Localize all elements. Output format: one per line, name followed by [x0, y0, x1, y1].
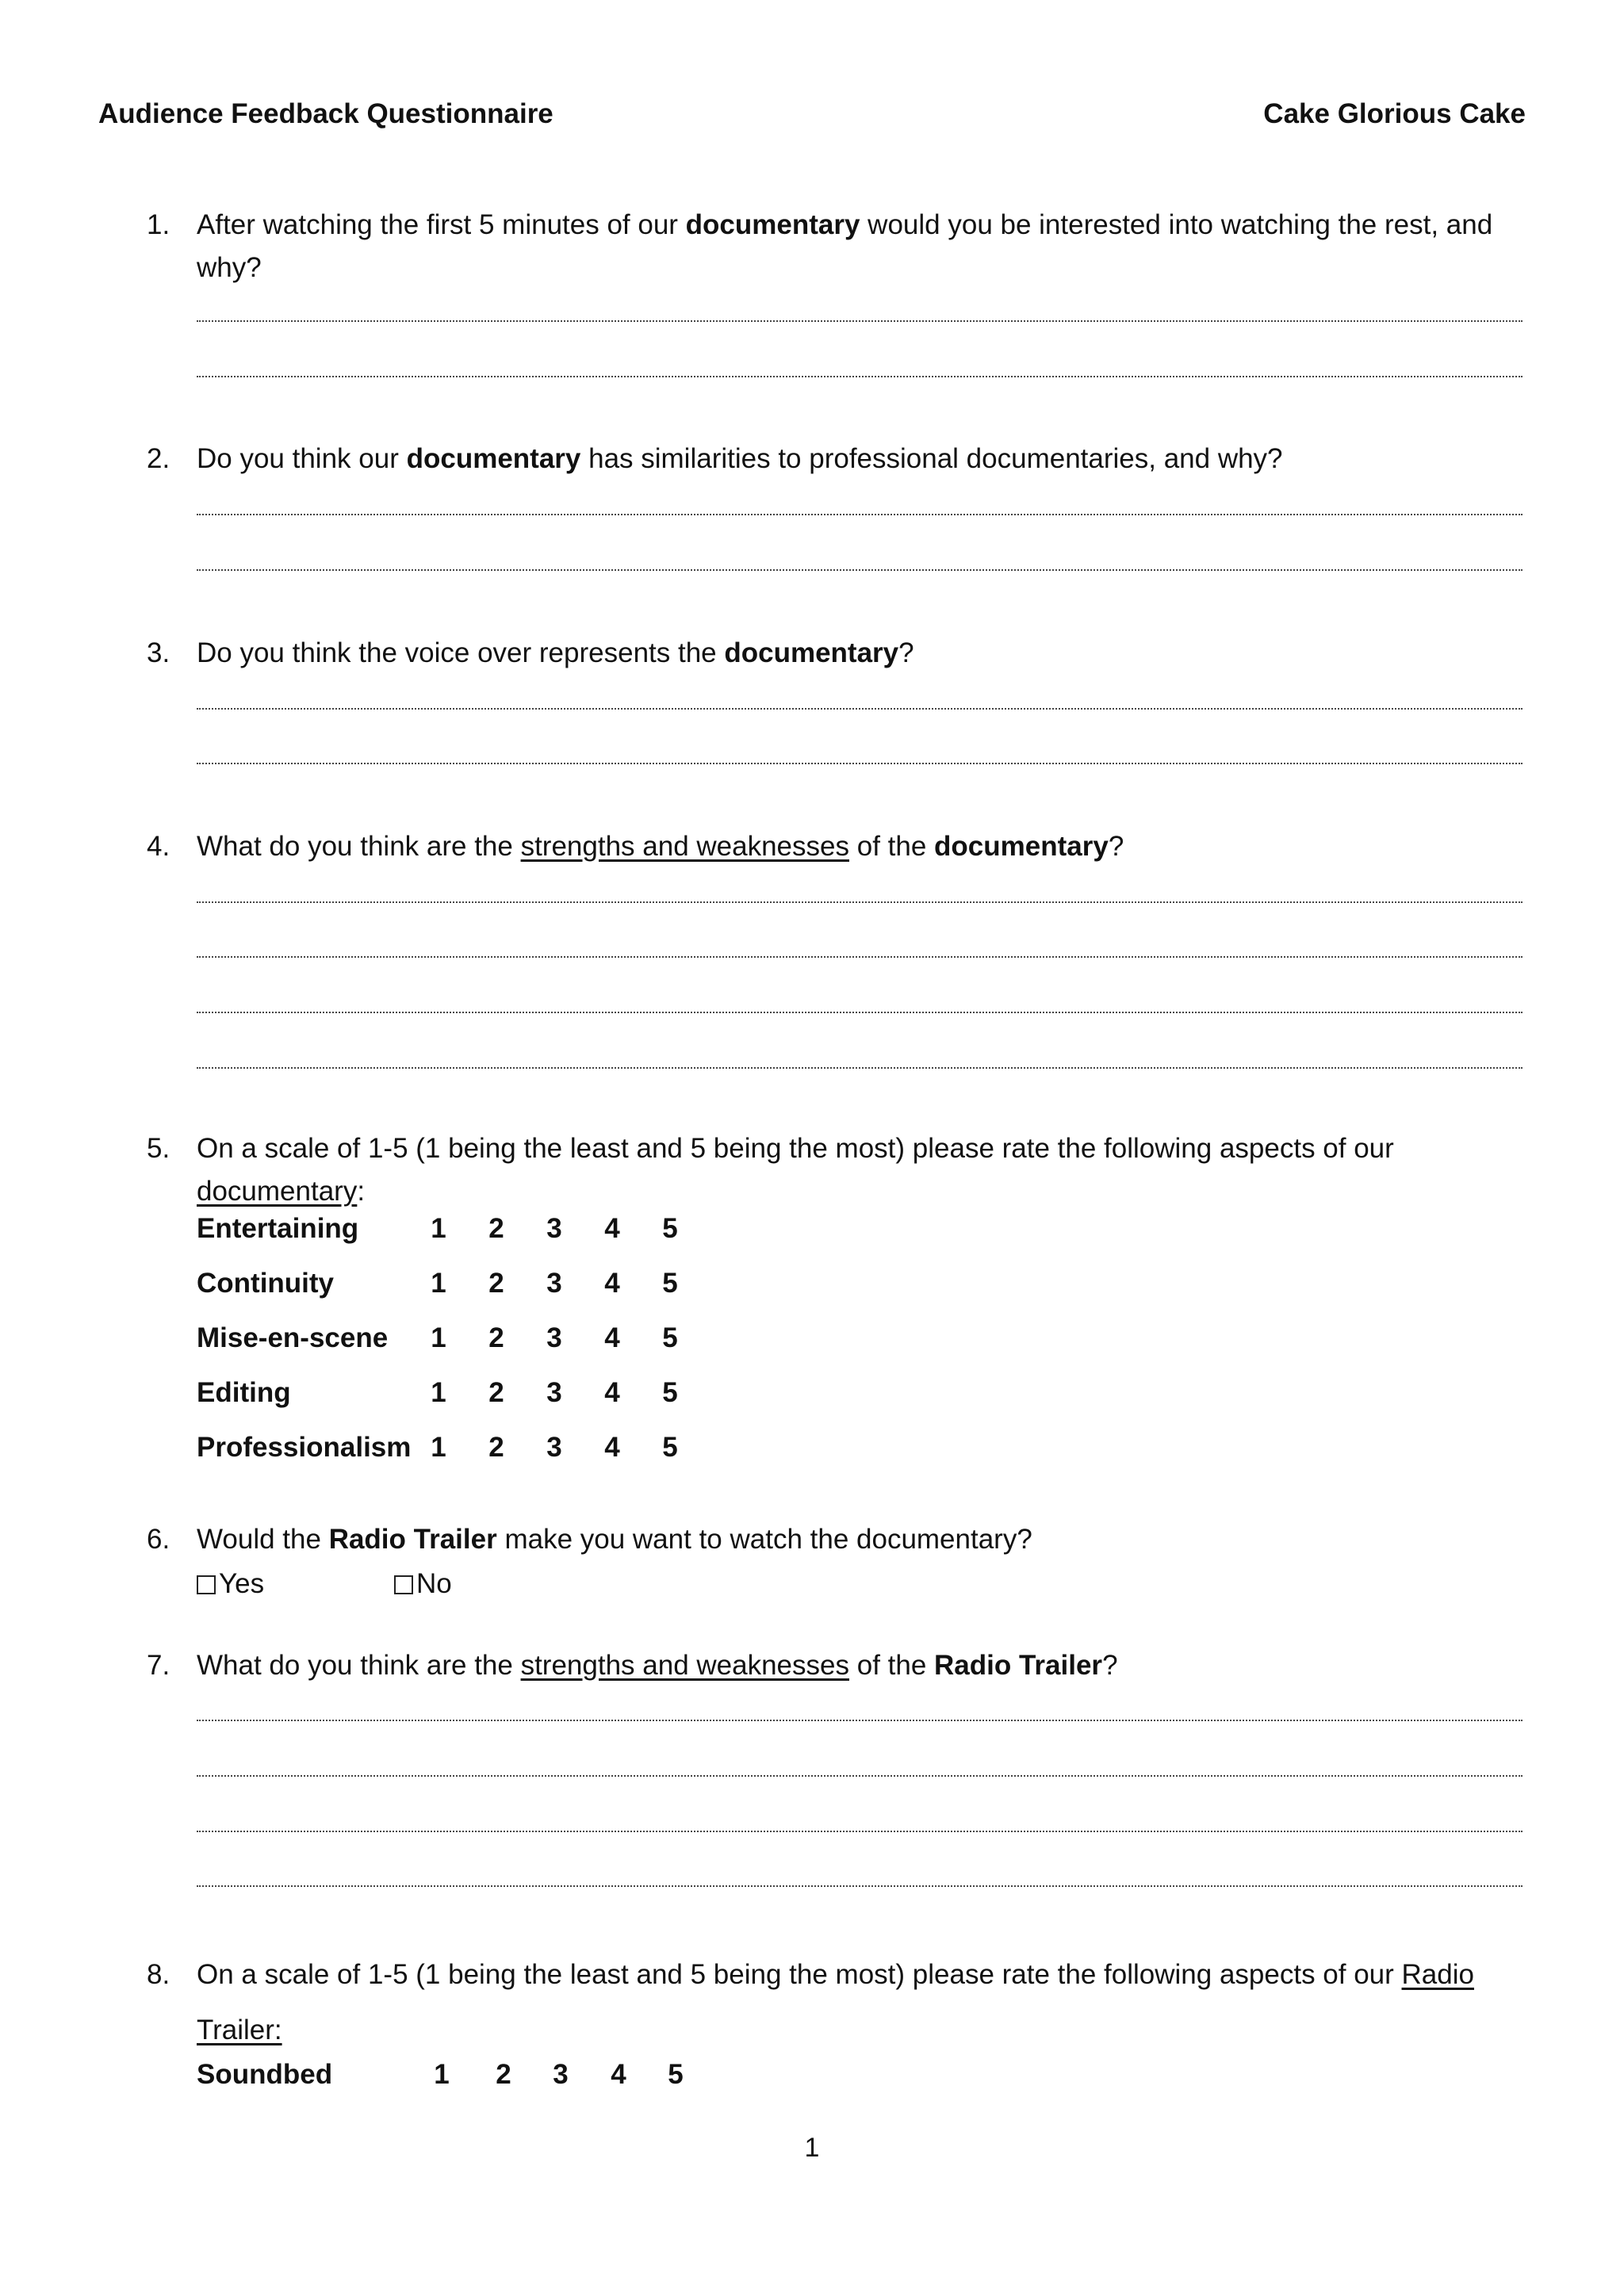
rating-row — [197, 1432, 752, 1471]
answer-line[interactable] — [197, 1012, 1522, 1013]
rating-row — [197, 1322, 752, 1362]
answer-line[interactable] — [197, 763, 1522, 764]
rating-label: Entertaining — [197, 1213, 359, 1244]
question-number: 7. — [147, 1650, 170, 1681]
rating-label: Professionalism — [197, 1432, 412, 1463]
question-text: Would the Radio Trailer make you want to watch the documentary? — [197, 1524, 1032, 1555]
rating-option-1[interactable]: 1 — [431, 1377, 446, 1408]
rating-option-1[interactable]: 1 — [431, 1322, 446, 1353]
rating-label: Editing — [197, 1377, 291, 1408]
rating-option-4[interactable]: 4 — [604, 1377, 620, 1408]
question-number: 4. — [147, 831, 170, 862]
no-option[interactable] — [394, 1568, 452, 1600]
rating-option-4[interactable]: 4 — [604, 1268, 620, 1299]
rating-row — [197, 1213, 752, 1253]
question-text: What do you think are the strengths and weaknesses of the Radio Trailer? — [197, 1650, 1118, 1681]
question-number: 8. — [147, 1959, 170, 1990]
answer-line[interactable] — [197, 901, 1522, 903]
question-number: 3. — [147, 637, 170, 668]
answer-line[interactable] — [197, 320, 1522, 322]
answer-line[interactable] — [197, 1885, 1522, 1887]
rating-option-5[interactable]: 5 — [668, 2059, 684, 2090]
yes-option[interactable] — [197, 1568, 264, 1600]
question-number: 1. — [147, 209, 170, 240]
answer-line[interactable] — [197, 1720, 1522, 1721]
answer-line[interactable] — [197, 708, 1522, 710]
rating-option-5[interactable]: 5 — [662, 1268, 678, 1299]
rating-option-4[interactable]: 4 — [604, 1432, 620, 1463]
answer-line[interactable] — [197, 1831, 1522, 1832]
rating-row — [197, 1268, 752, 1307]
answer-line[interactable] — [197, 514, 1522, 515]
rating-option-3[interactable]: 3 — [546, 1268, 562, 1299]
rating-option-2[interactable]: 2 — [488, 1432, 504, 1463]
rating-option-4[interactable]: 4 — [604, 1213, 620, 1244]
rating-label: Mise-en-scene — [197, 1322, 389, 1353]
document-title: Audience Feedback Questionnaire — [98, 98, 553, 129]
rating-label: Continuity — [197, 1268, 335, 1299]
rating-option-2[interactable]: 2 — [488, 1268, 504, 1299]
rating-option-3[interactable]: 3 — [546, 1322, 562, 1353]
question-text: After watching the first 5 minutes of our documentary would you be interested into watching the rest, and why? — [197, 209, 1493, 283]
rating-option-3[interactable]: 3 — [546, 1432, 562, 1463]
question-number: 6. — [147, 1524, 170, 1555]
answer-line[interactable] — [197, 956, 1522, 958]
question-text: Do you think our documentary has similarities to professional documentaries, and why? — [197, 443, 1283, 474]
rating-option-2[interactable]: 2 — [496, 2059, 511, 2090]
rating-option-5[interactable]: 5 — [662, 1213, 678, 1244]
yes-checkbox[interactable] — [197, 1575, 216, 1594]
rating-option-2[interactable]: 2 — [488, 1213, 504, 1244]
question-number: 5. — [147, 1133, 170, 1164]
rating-option-4[interactable]: 4 — [611, 2059, 626, 2090]
answer-line[interactable] — [197, 1775, 1522, 1777]
rating-option-4[interactable]: 4 — [604, 1322, 620, 1353]
yes-label: Yes — [219, 1568, 265, 1599]
question-text: What do you think are the strengths and weaknesses of the documentary? — [197, 831, 1124, 862]
rating-label: Soundbed — [197, 2059, 333, 2090]
answer-line[interactable] — [197, 1067, 1522, 1069]
question-text: Do you think the voice over represents the documentary? — [197, 637, 914, 668]
rating-option-5[interactable]: 5 — [662, 1377, 678, 1408]
rating-option-3[interactable]: 3 — [546, 1213, 562, 1244]
rating-option-3[interactable]: 3 — [553, 2059, 569, 2090]
no-checkbox[interactable] — [394, 1575, 413, 1594]
answer-line[interactable] — [197, 569, 1522, 571]
document-subtitle: Cake Glorious Cake — [1263, 98, 1526, 129]
rating-option-2[interactable]: 2 — [488, 1377, 504, 1408]
rating-option-5[interactable]: 5 — [662, 1322, 678, 1353]
rating-option-1[interactable]: 1 — [431, 1268, 446, 1299]
question-text: On a scale of 1-5 (1 being the least and 5 being the most) please rate the following aspects of our documentary: — [197, 1133, 1394, 1207]
rating-option-2[interactable]: 2 — [488, 1322, 504, 1353]
no-label: No — [416, 1568, 452, 1599]
rating-row — [197, 1377, 752, 1417]
rating-option-5[interactable]: 5 — [662, 1432, 678, 1463]
question-text: On a scale of 1-5 (1 being the least and 5 being the most) please rate the following aspects of our Radio Trailer: — [197, 1959, 1474, 2045]
answer-line[interactable] — [197, 376, 1522, 377]
rating-option-3[interactable]: 3 — [546, 1377, 562, 1408]
rating-option-1[interactable]: 1 — [431, 1432, 446, 1463]
rating-option-1[interactable]: 1 — [434, 2059, 450, 2090]
rating-row — [197, 2059, 752, 2099]
rating-option-1[interactable]: 1 — [431, 1213, 446, 1244]
page-number: 1 — [804, 2133, 820, 2163]
question-number: 2. — [147, 443, 170, 474]
